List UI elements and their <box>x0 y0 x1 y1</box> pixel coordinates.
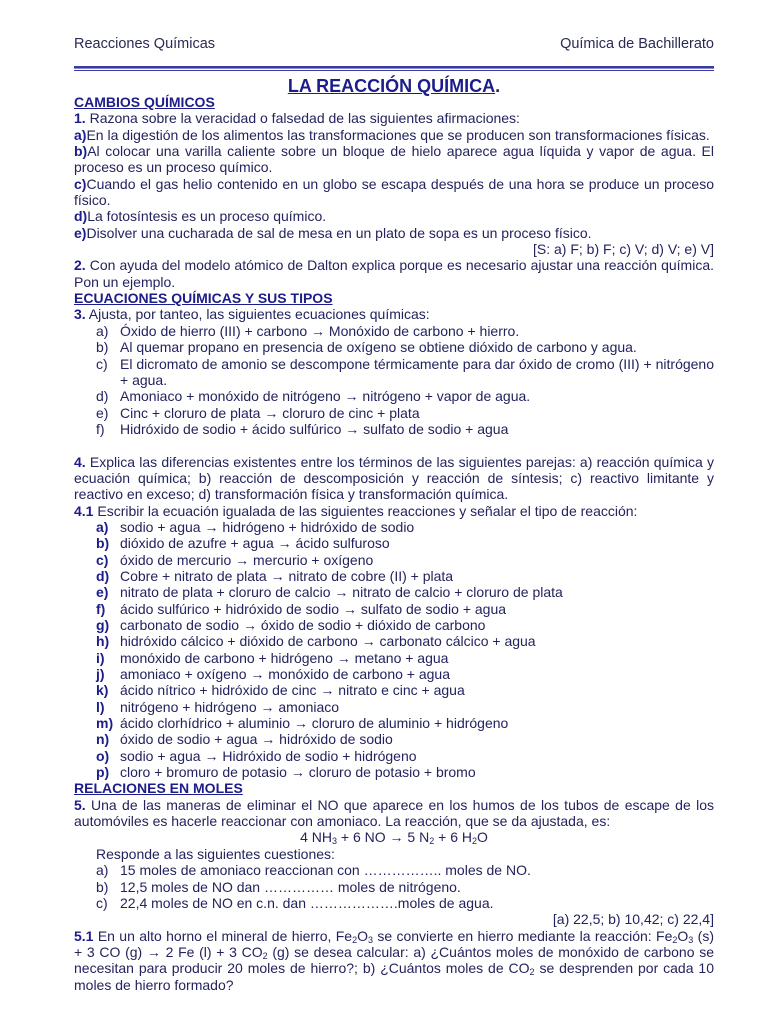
item-label: i) <box>96 649 105 666</box>
item-label: o) <box>96 747 110 764</box>
item-label: a) <box>74 126 87 143</box>
list-item <box>74 323 714 339</box>
question-5: 5. Una de las maneras de eliminar el NO que aparece en los humos de los tubos de escape de los automóviles es hacerle reaccionar con amoniaco. La reacción, que se da ajustada, es: <box>74 796 714 830</box>
list-item <box>74 356 714 389</box>
item-text: 22,4 moles de NO en c.n. dan ……………….moles de agua. <box>120 894 494 911</box>
running-header-right: Química de Bachillerato <box>560 36 714 52</box>
list-item <box>74 715 714 731</box>
item-label: b) <box>96 535 110 552</box>
answer-1: [S: a) F; b) F; c) V; d) V; e) V] <box>533 241 714 258</box>
question-2: 2. Con ayuda del modelo atómico de Dalton explica porque es necesario ajustar una reacción química. Pon un ejemplo. <box>74 257 714 290</box>
item-label: h) <box>96 633 110 650</box>
item-text: En la digestión de los alimentos las transformaciones que se producen son transformaciones físicas. <box>86 126 710 143</box>
equation-5: 4 $NH_3 + 6$ NO → 5 $N_2 + 6$ $H_2O$ <box>300 829 488 847</box>
item-text: nitrato de plata + cloruro de calcio → nitrato de calcio + cloruro de plata <box>120 584 563 601</box>
item-text: Disolver una cucharada de sal de mesa en un plato de sopa es un proceso físico. <box>86 224 592 241</box>
page-title: LA REACCIÓN QUÍMICA. <box>287 76 501 96</box>
header-rule-thin <box>74 70 714 71</box>
section-heading-ecuaciones: ECUACIONES QUÍMICAS Y SUS TIPOS <box>74 290 333 307</box>
item-label: b) <box>74 143 88 160</box>
item-label: f) <box>96 600 106 617</box>
item-label: a) <box>96 862 109 879</box>
list-item <box>74 568 714 584</box>
item-text: ácido sulfúrico + hidróxido de sodio → sulfato de sodio + agua <box>120 600 507 617</box>
item-text: Amoniaco + monóxido de nitrógeno → nitrógeno + vapor de agua. <box>120 388 531 405</box>
question-4: 4. Explica las diferencias existentes entre los términos de las siguientes parejas: a) reacción química y ecuación química; b) reacción de descomposición y reacción de síntesis; c) reactivo limitante y reactivo en exceso; d) transformación física y transformación química. <box>74 453 714 503</box>
item-label: n) <box>96 731 110 748</box>
item-text: hidróxido cálcico + dióxido de carbono → carbonato cálcico + agua <box>120 633 536 650</box>
item-text: 15 moles de amoniaco reaccionan con …………….. moles de NO. <box>120 862 531 879</box>
list-item <box>74 176 714 209</box>
running-header-left: Reacciones Químicas <box>74 36 216 52</box>
list-item <box>74 895 714 911</box>
list-item <box>74 699 714 715</box>
item-text: La fotosíntesis es un proceso químico. <box>87 208 327 225</box>
item-text: Al quemar propano en presencia de oxígeno se obtiene dióxido de carbono y agua. <box>120 339 637 356</box>
document-body <box>74 76 714 993</box>
item-text: Cuando el gas helio contenido en un globo se escapa después de una hora se produce un proceso físico. <box>74 175 714 209</box>
item-label: p) <box>96 764 110 781</box>
item-label: a) <box>96 518 109 535</box>
list-item <box>74 405 714 421</box>
item-text: dióxido de azufre + agua → ácido sulfuroso <box>120 535 390 552</box>
item-label: c) <box>74 175 87 192</box>
item-text: nitrógeno + hidrógeno → amoniaco <box>120 698 340 715</box>
list-item <box>74 388 714 404</box>
item-text: Al colocar una varilla caliente sobre un bloque de hielo aparece agua líquida y vapor de agua. El proceso es un proceso químico. <box>74 143 714 176</box>
item-text: Hidróxido de sodio + ácido sulfúrico → sulfato de sodio + agua <box>120 420 509 437</box>
list-item <box>74 650 714 666</box>
item-text: sodio + agua → hidrógeno + hidróxido de sodio <box>120 518 415 535</box>
item-text: ácido clorhídrico + aluminio → cloruro de aluminio + hidrógeno <box>120 715 509 732</box>
list-item <box>74 731 714 747</box>
item-label: b) <box>96 339 109 356</box>
question-5-1: 5.1 En un alto horno el mineral de hierro, $Fe_2O_3$ se convierte en hierro mediante la reacción: $Fe_2O_3$ (s) + 3 CO (g) → 2 Fe (l) + 3 $CO_2$ (g) se desea calcular: a) ¿Cuántos moles de monóxido de carbono se necesitan para producir 20 moles de hierro?; b) ¿Cuántos moles de $CO_2$ se desprenden por cada 10 moles de hierro formado? <box>74 927 714 993</box>
list-item <box>74 339 714 355</box>
item-label: b) <box>96 878 109 895</box>
item-label: k) <box>96 682 109 699</box>
item-text: Cobre + nitrato de plata → nitrato de cobre (II) + plata <box>120 567 454 584</box>
item-label: a) <box>96 322 109 339</box>
item-label: l) <box>96 698 105 715</box>
header-rule <box>74 66 714 69</box>
item-text: óxido de mercurio → mercurio + oxígeno <box>120 551 374 568</box>
item-label: d) <box>96 388 109 405</box>
question-4-1: 4.1 Escribir la ecuación igualada de las siguientes reacciones y señalar el tipo de reacción: <box>74 502 638 519</box>
list-item <box>74 535 714 551</box>
list-item <box>74 552 714 568</box>
list-item <box>74 601 714 617</box>
item-label: g) <box>96 617 110 633</box>
item-text: Óxido de hierro (III) + carbono → Monóxido de carbono + hierro. <box>120 322 520 339</box>
item-label: e) <box>74 224 87 241</box>
list-item <box>74 584 714 600</box>
item-text: Cinc + cloruro de plata → cloruro de cinc + plata <box>120 404 420 421</box>
item-label: f) <box>96 420 105 437</box>
question-1: 1. Razona sobre la veracidad o falsedad de las siguientes afirmaciones: <box>74 110 520 127</box>
item-text: carbonato de sodio → óxido de sodio + dióxido de carbono <box>120 617 486 633</box>
section-heading-moles: RELACIONES EN MOLES <box>74 780 243 797</box>
section-heading-cambios: CAMBIOS QUÍMICOS <box>74 94 215 110</box>
list-item <box>74 225 714 241</box>
list-item <box>74 682 714 698</box>
item-label: d) <box>74 208 88 225</box>
list-item <box>74 666 714 682</box>
item-text: monóxido de carbono + hidrógeno → metano + agua <box>120 649 449 666</box>
list-item <box>74 519 714 535</box>
item-label: j) <box>96 666 105 683</box>
item-label: e) <box>96 404 109 421</box>
item-text: 12,5 moles de NO dan …………… moles de nitrógeno. <box>120 878 461 895</box>
answer-5: [a) 22,5; b) 10,42; c) 22,4] <box>552 911 714 928</box>
list-item <box>74 764 714 780</box>
item-label: c) <box>96 355 108 372</box>
item-text: El dicromato de amonio se descompone térmicamente para dar óxido de cromo (III) + nitrógeno + agua. <box>120 355 714 388</box>
list-item <box>74 879 714 895</box>
list-item <box>74 143 714 176</box>
list-item <box>74 748 714 764</box>
item-text: cloro + bromuro de potasio → cloruro de potasio + bromo <box>120 764 476 781</box>
item-text: amoniaco + oxígeno → monóxido de carbono + agua <box>120 666 451 683</box>
item-label: e) <box>96 584 109 601</box>
list-item <box>74 127 714 143</box>
question-3: 3. Ajusta, por tanteo, las siguientes ecuaciones químicas: <box>74 306 430 323</box>
item-text: sodio + agua → Hidróxido de sodio + hidrógeno <box>120 747 417 764</box>
list-item <box>74 421 714 437</box>
list-item <box>74 208 714 224</box>
item-label: m) <box>96 715 114 732</box>
responde-label: Responde a las siguientes cuestiones: <box>96 845 335 862</box>
list-item <box>74 862 714 878</box>
list-item <box>74 617 714 633</box>
item-text: ácido nítrico + hidróxido de cinc → nitrato e cinc + agua <box>120 682 465 699</box>
item-text: óxido de sodio + agua → hidróxido de sodio <box>120 731 393 748</box>
item-label: c) <box>96 551 109 568</box>
item-label: d) <box>96 567 110 584</box>
item-label: c) <box>96 894 108 911</box>
list-item <box>74 633 714 649</box>
